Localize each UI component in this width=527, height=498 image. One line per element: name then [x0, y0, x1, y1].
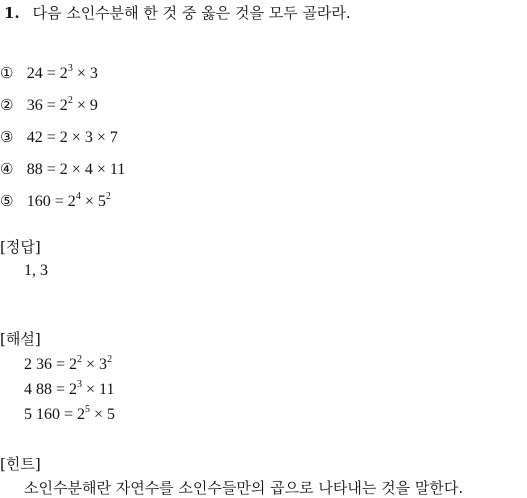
explanation-line: [24, 380, 114, 399]
equation: $160 = 2^4 \times 5^2$: [26, 190, 111, 210]
answer-value: 1, 3: [24, 262, 48, 279]
explanation-line: [24, 355, 112, 374]
explanation-line-number: 4: [24, 381, 36, 398]
option-item: [0, 64, 98, 83]
equation: 88 = 2 × 4 × 11: [26, 161, 126, 178]
hint-text: 소인수분해란 자연수를 소인수들만의 곱으로 나타내는 것을 말한다.: [24, 479, 464, 497]
explanation-line: [24, 405, 115, 424]
equation: $88 = 2^3 \times 11$: [36, 378, 115, 398]
explanation-line-number: 5: [24, 406, 36, 423]
equation: 42 = 2 × 3 × 7: [26, 129, 118, 146]
question-header: [4, 2, 351, 23]
explanation-heading: [해설]: [0, 330, 41, 348]
explanation-line-number: 2: [24, 356, 36, 373]
option-item: [0, 96, 98, 115]
option-marker: ③: [0, 128, 14, 146]
option-item: [0, 160, 125, 179]
equation: $160 = 2^5 \times 5$: [36, 403, 116, 423]
question-text: 다음 소인수분해 한 것 중 옳은 것을 모두 골라라.: [32, 4, 351, 22]
equation: $24 = 2^3 \times 3$: [26, 62, 98, 82]
option-marker: ②: [0, 96, 14, 114]
equation: $36 = 2^2 \times 9$: [26, 94, 98, 114]
question-number: 1.: [4, 4, 20, 22]
option-marker: ⑤: [0, 192, 14, 210]
option-marker: ④: [0, 160, 14, 178]
hint-heading: [힌트]: [0, 455, 41, 473]
option-item: [0, 128, 118, 147]
option-item: [0, 192, 111, 211]
option-marker: ①: [0, 64, 14, 82]
equation: $36 = 2^2 \times 3^2$: [36, 353, 113, 373]
answer-heading: [정답]: [0, 238, 41, 256]
